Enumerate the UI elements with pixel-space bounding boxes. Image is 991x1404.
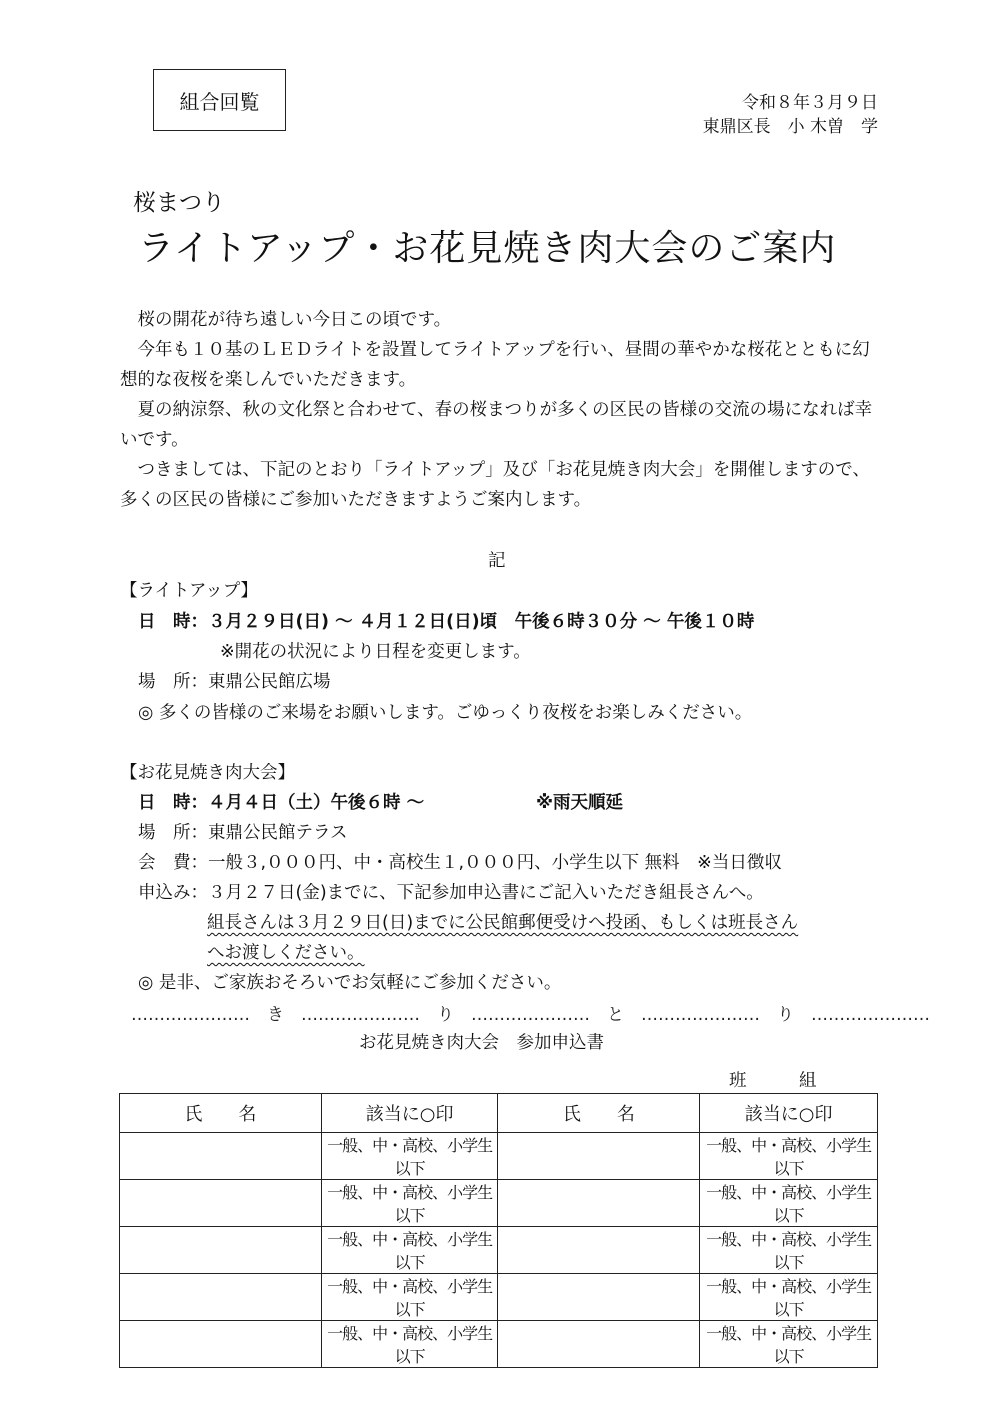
bbq-place <box>138 819 347 844</box>
bbq-apply-value: ３月２７日(金)までに、下記参加申込書にご記入いただき組長さんへ。 <box>208 883 764 903</box>
bbq-apply-line3: へお渡しください。 <box>207 943 365 963</box>
name-cell[interactable] <box>120 1321 322 1368</box>
table-row <box>120 1274 878 1321</box>
form-title: お花見焼き肉大会 参加申込書 <box>359 1033 604 1053</box>
table-row <box>120 1321 878 1368</box>
body-text <box>120 305 882 515</box>
lightup-place-value: 東鼎公民館広場 <box>208 672 331 692</box>
name-cell[interactable] <box>498 1180 700 1227</box>
name-cell[interactable] <box>120 1274 322 1321</box>
option-cell[interactable]: 一般、中・高校、小学生以下 <box>700 1321 878 1368</box>
bbq-fee-value: 一般３,０００円、中・高校生１,０００円、小学生以下 無料 ※当日徴収 <box>208 853 782 873</box>
lightup-datetime <box>138 608 754 633</box>
bbq-message: ◎ 是非、ご家族おそろいでお気軽にご参加ください。 <box>138 973 562 993</box>
document-title: ライトアップ・お花見焼き肉大会のご案内 <box>138 228 837 269</box>
circulation-stamp: 組合回覧 <box>153 69 286 131</box>
option-cell[interactable]: 一般、中・高校、小学生以下 <box>321 1133 498 1180</box>
bbq-fee <box>138 849 782 874</box>
col-mark-header: 該当に○印 <box>700 1094 878 1133</box>
bbq-heading: 【お花見焼き肉大会】 <box>120 763 295 783</box>
body-paragraph: 桜の開花が待ち遠しい今日この頃です。 <box>120 310 452 330</box>
table-row <box>120 1133 878 1180</box>
lightup-place <box>138 668 331 693</box>
option-cell[interactable]: 一般、中・高校、小学生以下 <box>700 1274 878 1321</box>
bbq-datetime <box>138 789 424 814</box>
option-cell[interactable]: 一般、中・高校、小学生以下 <box>321 1274 498 1321</box>
col-name-header: 氏 名 <box>498 1094 700 1133</box>
name-cell[interactable] <box>498 1227 700 1274</box>
name-cell[interactable] <box>120 1180 322 1227</box>
table-row <box>120 1227 878 1274</box>
name-cell[interactable] <box>120 1133 322 1180</box>
lightup-message: ◎ 多くの皆様のご来場をお願いします。ごゆっくり夜桜をお楽しみください。 <box>138 703 753 723</box>
lightup-datetime-value: ３月２９日(日) ～ ４月１２日(日)頃 午後６時３０分 ～ 午後１０時 <box>208 612 755 632</box>
col-name-header: 氏 名 <box>120 1094 322 1133</box>
bbq-apply <box>138 879 764 904</box>
table-header-row <box>120 1094 878 1133</box>
option-cell[interactable]: 一般、中・高校、小学生以下 <box>321 1227 498 1274</box>
lightup-heading: 【ライトアップ】 <box>120 581 258 601</box>
option-cell[interactable]: 一般、中・高校、小学生以下 <box>700 1227 878 1274</box>
bbq-fee-label: 会 費： <box>138 853 208 873</box>
name-cell[interactable] <box>498 1321 700 1368</box>
lightup-datetime-label: 日 時： <box>138 612 208 632</box>
han-kumi-label: 班 組 <box>729 1071 817 1091</box>
cut-line: ………………… き ………………… り ………………… と ………………… り ………………… <box>131 1005 930 1025</box>
bbq-place-label: 場 所： <box>138 823 208 843</box>
option-cell[interactable]: 一般、中・高校、小学生以下 <box>700 1180 878 1227</box>
bbq-apply-label: 申込み： <box>138 883 208 903</box>
body-paragraph: 夏の納涼祭、秋の文化祭と合わせて、春の桜まつりが多くの区民の皆様の交流の場になれば幸いです。 <box>120 400 873 450</box>
bbq-rain-note: ※雨天順延 <box>536 793 624 813</box>
author-name: 東鼎区長 小 木曽 学 <box>702 117 878 137</box>
ki-heading: 記 <box>488 551 506 571</box>
name-cell[interactable] <box>498 1133 700 1180</box>
bbq-place-value: 東鼎公民館テラス <box>208 823 348 843</box>
table-row <box>120 1180 878 1227</box>
bbq-apply-line2: 組長さんは３月２９日(日)までに公民館郵便受けへ投函、もしくは班長さん <box>207 913 799 933</box>
document-subtitle: 桜まつり <box>133 190 225 216</box>
body-paragraph: 今年も１０基のＬＥＤライトを設置してライトアップを行い、昼間の華やかな桜花とともに幻想的な夜桜を楽しんでいただきます。 <box>120 340 870 390</box>
option-cell[interactable]: 一般、中・高校、小学生以下 <box>321 1321 498 1368</box>
body-paragraph: つきましては、下記のとおり「ライトアップ」及び「お花見焼き肉大会」を開催しますので、多くの区民の皆様にご参加いただきますようご案内します。 <box>120 460 870 510</box>
option-cell[interactable]: 一般、中・高校、小学生以下 <box>700 1133 878 1180</box>
option-cell[interactable]: 一般、中・高校、小学生以下 <box>321 1180 498 1227</box>
name-cell[interactable] <box>498 1274 700 1321</box>
issue-date: 令和８年３月９日 <box>742 93 878 113</box>
application-form-table <box>119 1093 878 1368</box>
name-cell[interactable] <box>120 1227 322 1274</box>
bbq-datetime-value: ４月４日（土）午後６時 ～ <box>208 793 425 813</box>
col-mark-header: 該当に○印 <box>321 1094 498 1133</box>
lightup-note: ※開花の状況により日程を変更します。 <box>220 642 531 662</box>
lightup-place-label: 場 所： <box>138 672 208 692</box>
bbq-datetime-label: 日 時： <box>138 793 208 813</box>
